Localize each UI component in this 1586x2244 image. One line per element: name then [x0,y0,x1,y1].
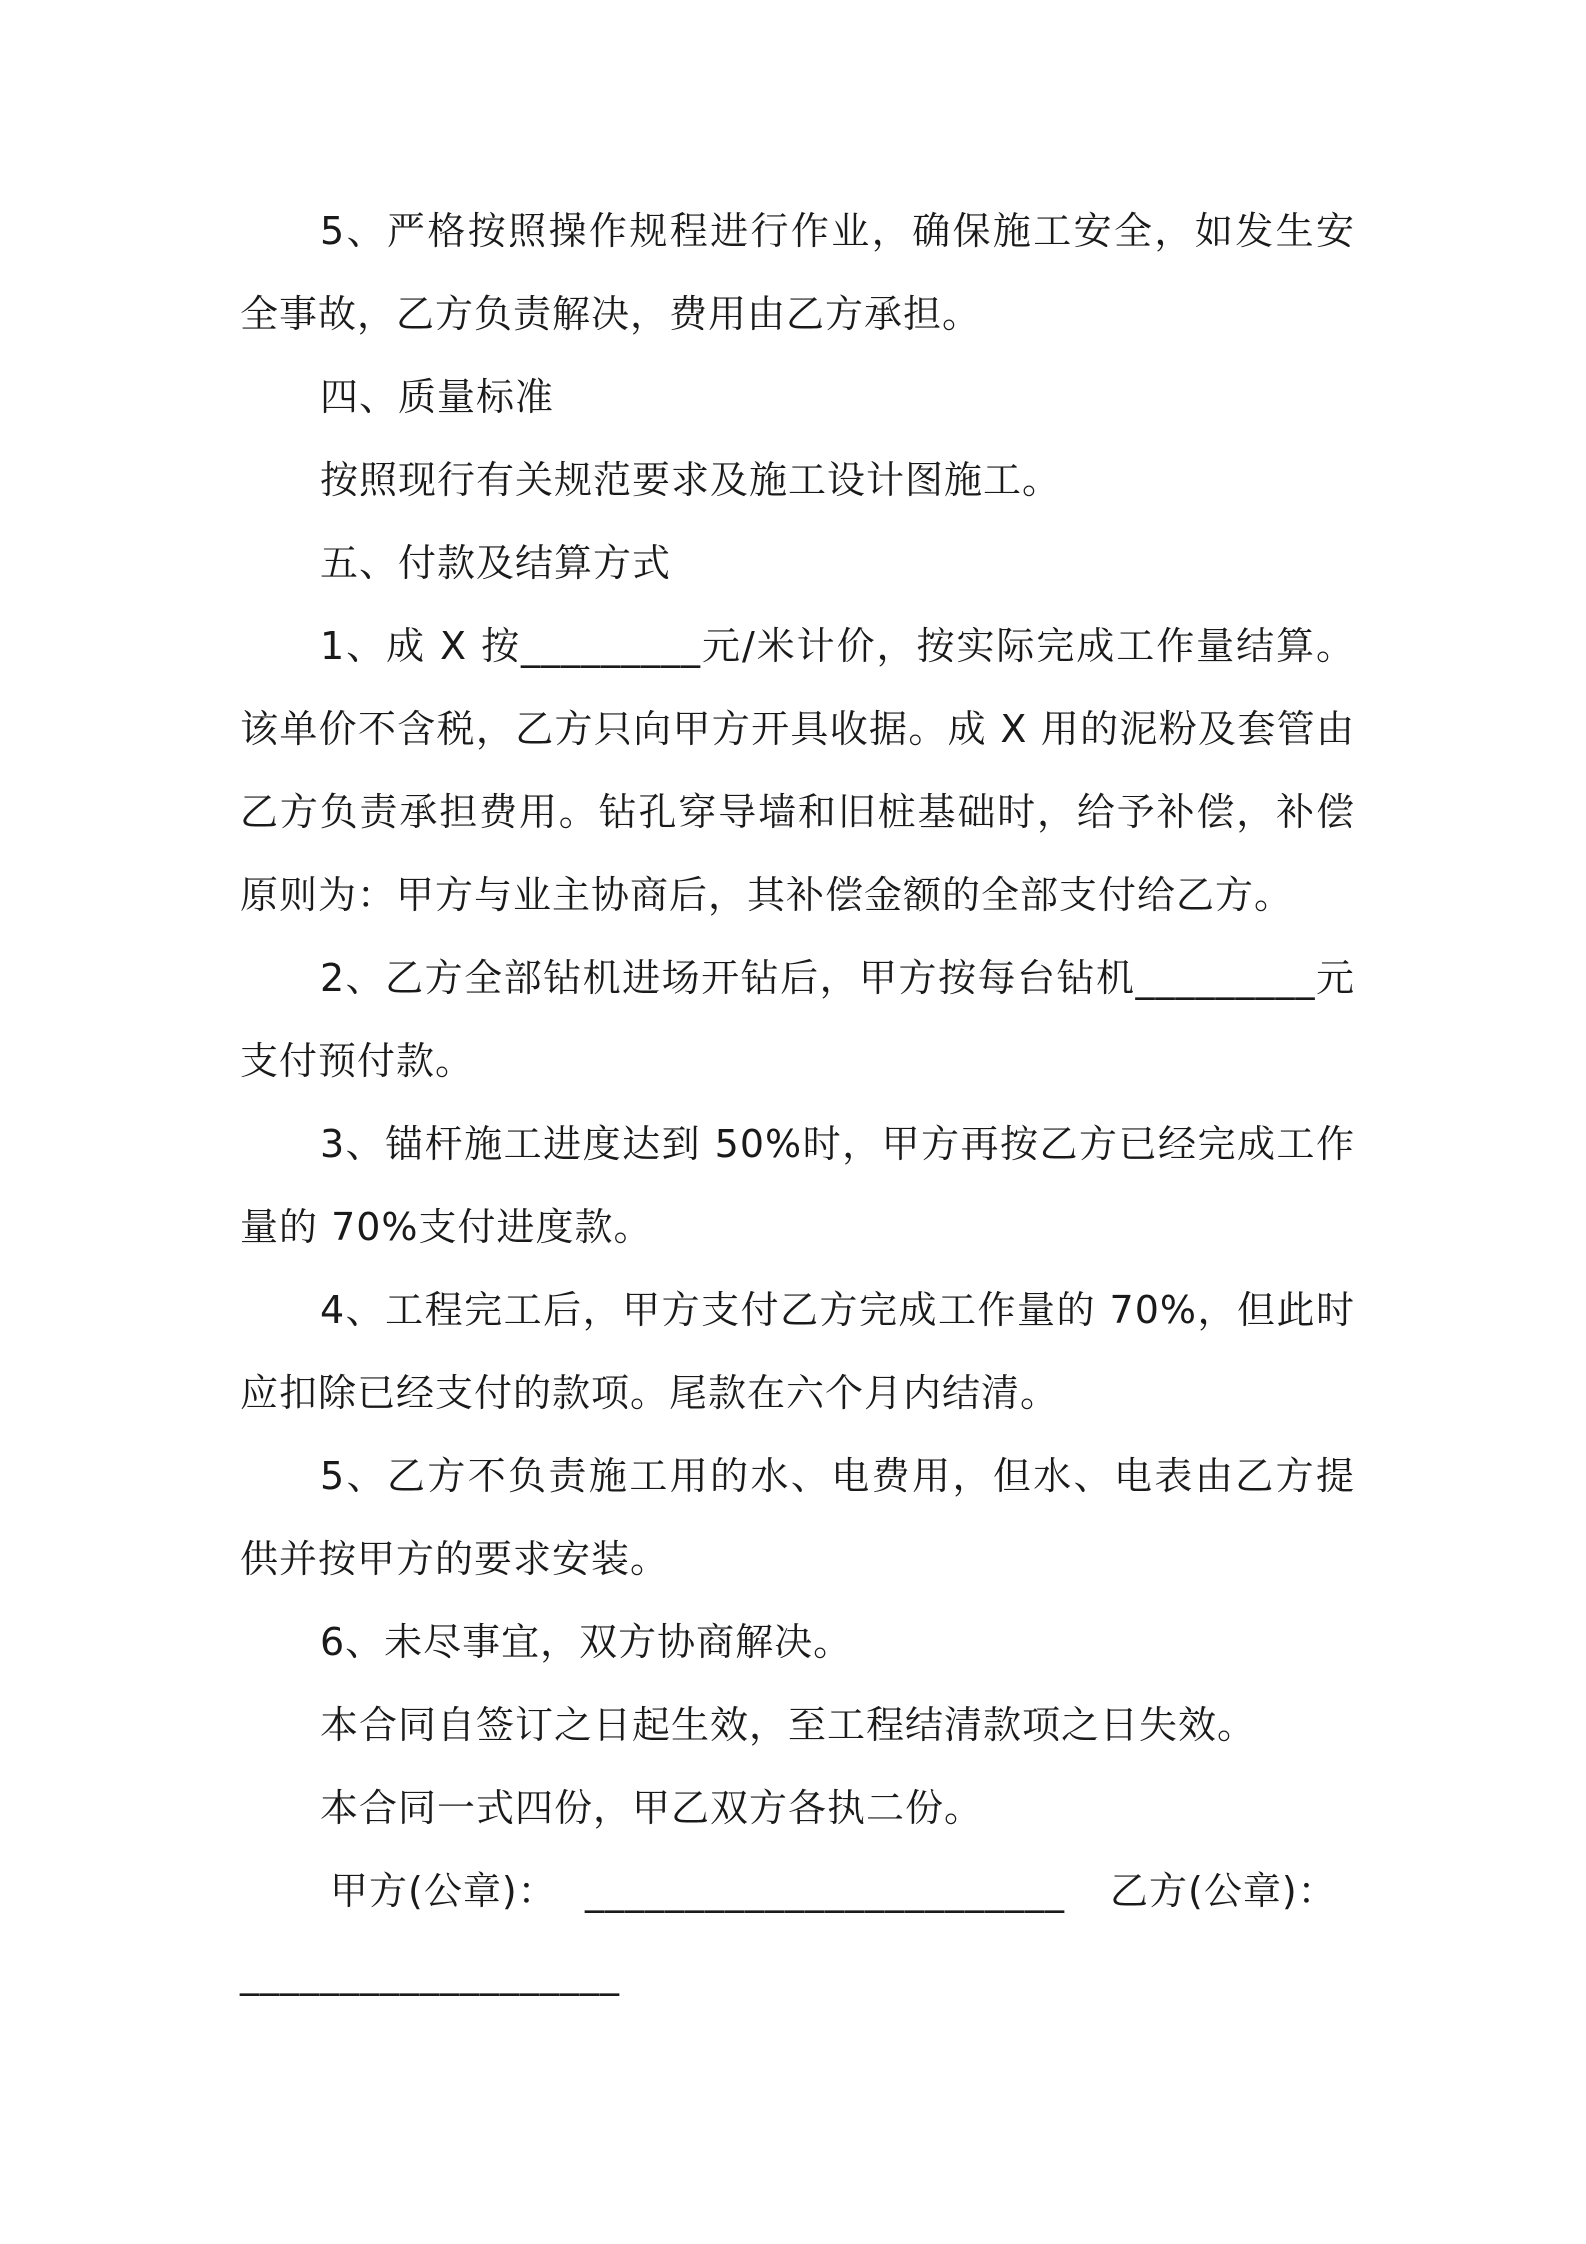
clause-payment-1: 1、成 X 按_________元/米计价，按实际完成工作量结算。该单价不含税，乙方只向甲方开具收据。成 X 用的泥粉及套管由乙方负责承担费用。钻孔穿导墙和旧桩基础时，给予补偿，补偿原则为：甲方与业主协商后，其补偿金额的全部支付给乙方。 [240,624,1355,917]
signature-row [240,1850,1355,1933]
clause-quality-standard: 按照现行有关规范要求及施工设计图施工。 [320,458,1062,502]
clause-payment-3: 3、锚杆施工进度达到 50%时，甲方再按乙方已经完成工作量的 70%支付进度款。 [240,1122,1355,1249]
clause-payment-6: 6、未尽事宜，双方协商解决。 [320,1620,853,1664]
document-body [240,190,1355,2016]
clause-payment-5: 5、乙方不负责施工用的水、电费用，但水、电表由乙方提供并按甲方的要求安装。 [240,1454,1355,1581]
section-heading-quality: 四、质量标准 [320,375,555,419]
section-heading-payment: 五、付款及结算方式 [320,541,672,585]
clause-effective-date: 本合同自签订之日起生效，至工程结清款项之日失效。 [320,1703,1257,1747]
party-b-signature-line: ___________________ [240,1952,620,1996]
party-b-seal-label: 乙方(公章)： [1110,1869,1337,1913]
clause-safety: 5、严格按照操作规程进行作业，确保施工安全，如发生安全事故，乙方负责解决，费用由乙方承担。 [240,209,1355,336]
party-a-signature-line: ________________________ [585,1869,1065,1913]
clause-payment-4: 4、工程完工后，甲方支付乙方完成工作量的 70%，但此时应扣除已经支付的款项。尾款在六个月内结清。 [240,1288,1355,1415]
party-a-seal-label: 甲方(公章)： [330,1869,557,1913]
clause-payment-2: 2、乙方全部钻机进场开钻后，甲方按每台钻机_________元支付预付款。 [240,956,1355,1083]
clause-copies: 本合同一式四份，甲乙双方各执二份。 [320,1786,984,1830]
